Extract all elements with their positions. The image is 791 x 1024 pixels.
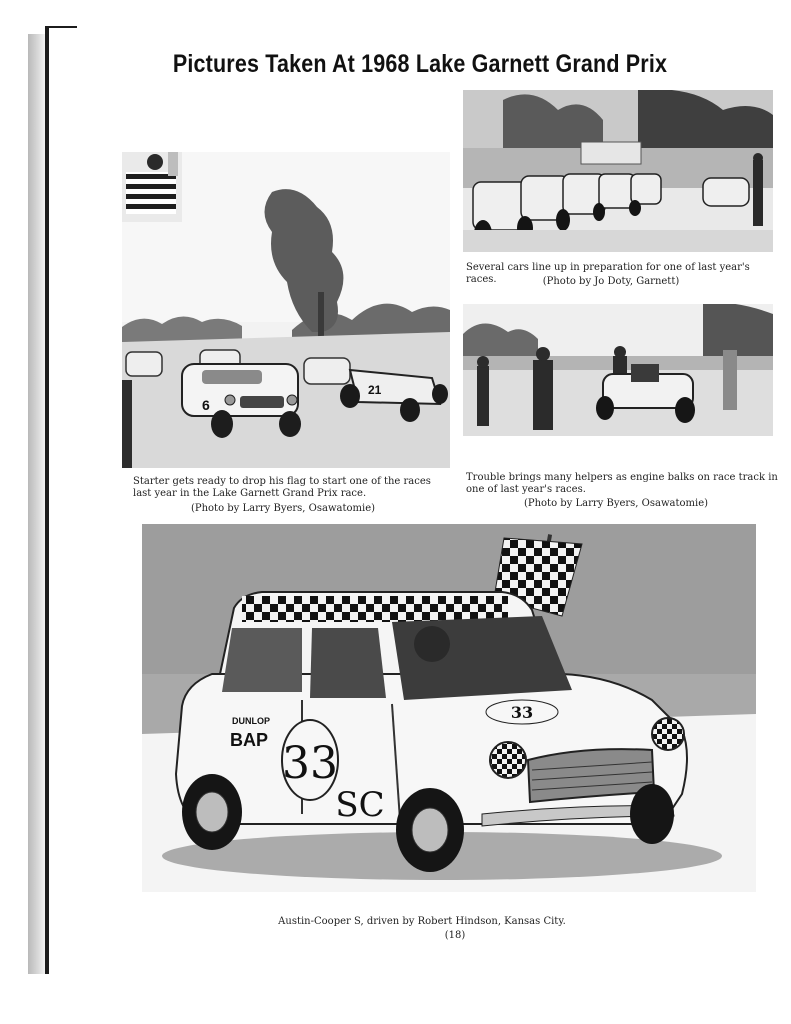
page-title: Pictures Taken At 1968 Lake Garnett Grand Prix: [172, 50, 668, 78]
binding-shadow: [28, 34, 46, 974]
photo-starter: [122, 152, 450, 468]
credit-lineup: (Photo by Jo Doty, Garnett): [542, 276, 680, 287]
page-number: (18): [444, 930, 466, 941]
caption-lineup: Several cars line up in preparation for one of last year's races.: [466, 262, 750, 285]
car-number-21: 21: [368, 383, 382, 397]
car-number-6: 6: [202, 397, 210, 413]
caption-mini-cooper: Austin-Cooper S, driven by Robert Hindson, Kansas City.: [278, 916, 566, 927]
door-number: 33: [282, 738, 338, 789]
photo-trouble: [463, 304, 773, 436]
credit-starter: (Photo by Larry Byers, Osawatomie): [190, 503, 376, 514]
binding-corner: [45, 26, 77, 28]
sticker-bap: BAP: [230, 730, 269, 750]
sticker-dunlop: DUNLOP: [232, 716, 270, 726]
caption-trouble: Trouble brings many helpers as engine balks on race track in one of last year's races.: [466, 472, 778, 495]
hood-number: 33: [510, 703, 534, 722]
photo-lineup: [463, 90, 773, 252]
door-class: SC: [335, 785, 385, 825]
credit-trouble: (Photo by Larry Byers, Osawatomie): [523, 498, 709, 509]
photo-mini-cooper: [142, 524, 756, 892]
caption-starter: Starter gets ready to drop his flag to start one of the races last year in the Lake Garnett Grand Prix race.: [133, 476, 431, 499]
binding-edge-line: [45, 28, 49, 974]
